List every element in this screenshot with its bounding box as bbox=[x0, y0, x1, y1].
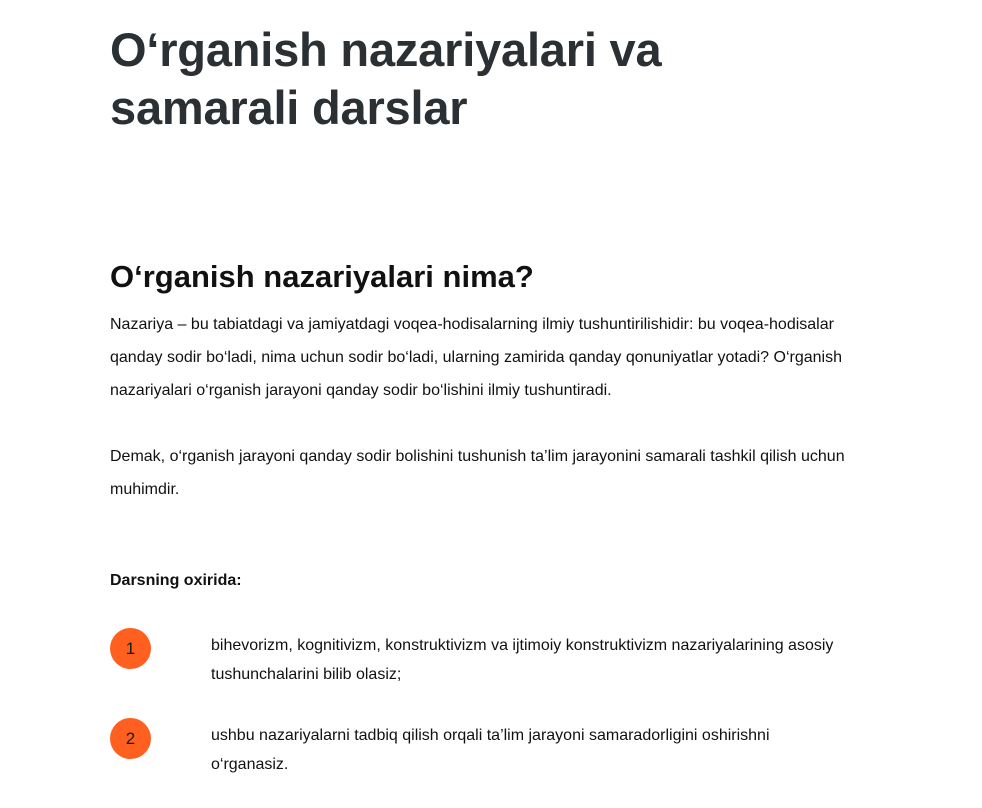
number-badge: 1 bbox=[110, 628, 151, 669]
intro-paragraph: Nazariya – bu tabiatdagi va jamiyatdagi voqea-hodisalarning ilmiy tushuntirilishidir: bu voqea-hodisalar qanday sodir bo‘ladi, nima uchun sodir bo‘ladi, ularning zamirida qanday qonuniyatlar yotadi? O‘rganish nazariyalari o‘rganish jarayoni qanday sodir bo‘lishini ilmiy tushuntiradi. bbox=[110, 316, 842, 399]
summary-paragraph: Demak, o‘rganish jarayoni qanday sodir bolishini tushunish ta’lim jarayonini samarali tashkil qilish uchun muhimdir. bbox=[110, 448, 845, 498]
number-badge: 2 bbox=[110, 718, 151, 759]
goals-heading: Darsning oxirida: bbox=[110, 572, 242, 589]
section-title: O‘rganish nazariyalari nima? bbox=[110, 259, 534, 294]
page-title: O‘rganish nazariyalari va samarali darslar bbox=[110, 23, 662, 134]
goal-text: bihevorizm, kognitivizm, konstruktivizm va ijtimoiy konstruktivizm nazariyalarining asosiy tushunchalarini bilib olasiz; bbox=[211, 637, 834, 683]
goal-text: ushbu nazariyalarni tadbiq qilish orqali ta’lim jarayoni samaradorligini oshirishni o‘rganasiz. bbox=[211, 727, 770, 773]
goal-item bbox=[110, 718, 870, 788]
goal-item bbox=[110, 628, 870, 698]
